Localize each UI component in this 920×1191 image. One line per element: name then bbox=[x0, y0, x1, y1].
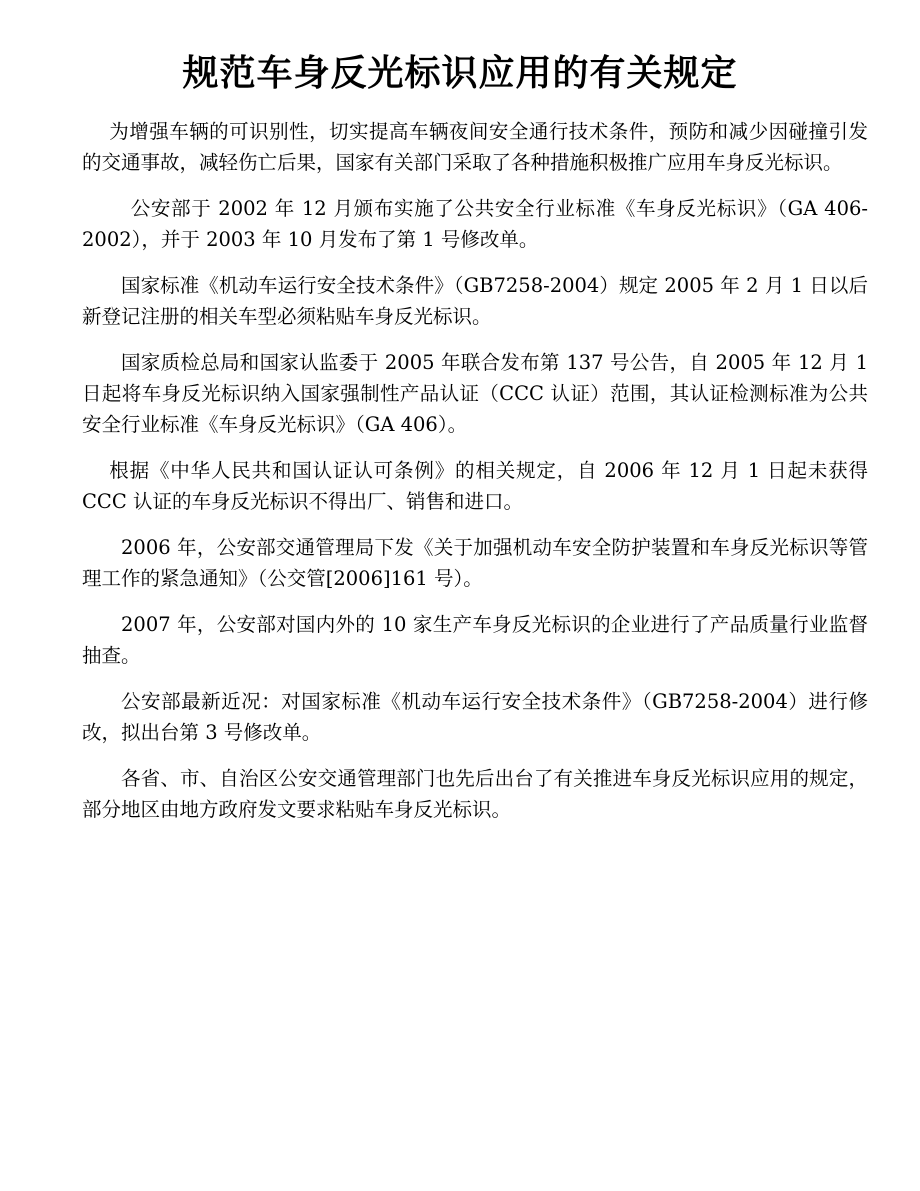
paragraph-latest-status: 公安部最新近况：对国家标准《机动车运行安全技术条件》（GB7258-2004）进行修改，拟出台第 3 号修改单。 bbox=[82, 690, 868, 744]
paragraph-ccc-scope: 国家质检总局和国家认监委于 2005 年联合发布第 137 号公告，自 2005 年 12 月 1 日起将车身反光标识纳入国家强制性产品认证（CCC 认证）范围，其认证检测标准为公共安全行业标准《车身反光标识》（GA 406）。 bbox=[82, 351, 868, 436]
paragraph-ga406: 公安部于 2002 年 12 月颁布实施了公共安全行业标准《车身反光标识》（GA 406-2002），并于 2003 年 10 月发布了第 1 号修改单。 bbox=[82, 197, 868, 251]
document-body bbox=[82, 116, 868, 840]
paragraph-provincial-rules: 各省、市、自治区公安交通管理部门也先后出台了有关推进车身反光标识应用的规定，部分地区由地方政府发文要求粘贴车身反光标识。 bbox=[82, 767, 868, 821]
paragraph-2007-inspection: 2007 年，公安部对国内外的 10 家生产车身反光标识的企业进行了产品质量行业监督抽查。 bbox=[82, 613, 868, 667]
paragraph-gb7258: 国家标准《机动车运行安全技术条件》（GB7258-2004）规定 2005 年 2 月 1 日以后新登记注册的相关车型必须粘贴车身反光标识。 bbox=[82, 274, 868, 328]
paragraph-intro: 为增强车辆的可识别性，切实提高车辆夜间安全通行技术条件，预防和减少因碰撞引发的交通事故，减轻伤亡后果，国家有关部门采取了各种措施积极推广应用车身反光标识。 bbox=[82, 120, 868, 174]
paragraph-2006-notice: 2006 年，公安部交通管理局下发《关于加强机动车安全防护装置和车身反光标识等管理工作的紧急通知》（公交管[2006]161 号）。 bbox=[82, 536, 868, 590]
document-title: 规范车身反光标识应用的有关规定 bbox=[182, 53, 738, 94]
paragraph-regulation: 根据《中华人民共和国认证认可条例》的相关规定，自 2006 年 12 月 1 日起未获得 CCC 认证的车身反光标识不得出厂、销售和进口。 bbox=[82, 459, 868, 513]
